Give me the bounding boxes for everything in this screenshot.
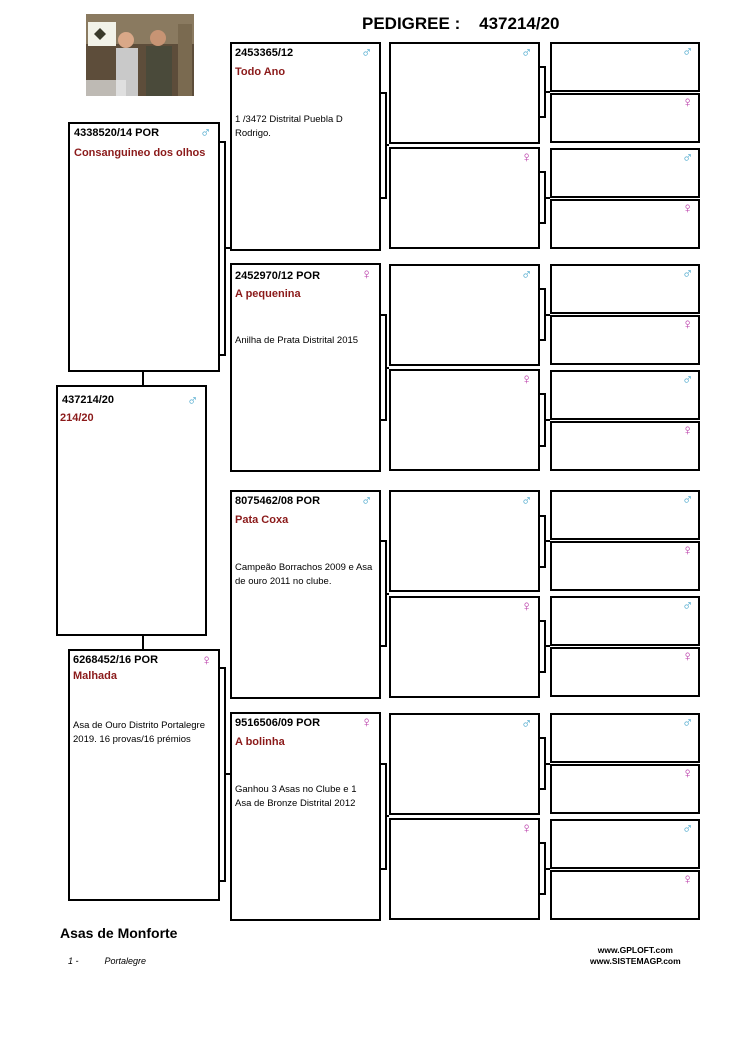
gen3-card [389, 490, 540, 592]
gen4-card [550, 819, 700, 869]
female-icon: ♀ [682, 542, 694, 559]
female-icon: ♀ [521, 371, 533, 388]
dam-dam-ring: 9516506/09 POR [235, 717, 321, 729]
male-icon: ♂ [682, 265, 694, 282]
gen4-card [550, 315, 700, 365]
female-icon: ♀ [201, 652, 213, 669]
gen4-card [550, 421, 700, 471]
dam-ring: 6268452/16 POR [73, 654, 159, 666]
male-icon: ♂ [187, 392, 199, 409]
gen4-card [550, 370, 700, 420]
female-icon: ♀ [682, 422, 694, 439]
gen3-card [389, 596, 540, 698]
gen3-card [389, 42, 540, 144]
female-icon: ♀ [682, 648, 694, 665]
male-icon: ♂ [682, 597, 694, 614]
sire-name: Consanguineo dos olhos [74, 147, 206, 159]
female-icon: ♀ [682, 200, 694, 217]
female-icon: ♀ [521, 598, 533, 615]
gen4-card [550, 42, 700, 92]
gen3-card [389, 147, 540, 249]
sire-dam-name: A pequenina [235, 288, 301, 300]
gen4-card [550, 647, 700, 697]
gen4-card [550, 93, 700, 143]
location-number: 1 - [68, 956, 79, 966]
loft-name: Asas de Monforte [60, 925, 178, 941]
website-block [590, 945, 681, 967]
gen4-card [550, 490, 700, 540]
sire-sire-note: 1 /3472 Distrital Puebla D Rodrigo. [235, 114, 343, 139]
gen4-card [550, 596, 700, 646]
gen3-card [389, 818, 540, 920]
female-icon: ♀ [682, 316, 694, 333]
male-icon: ♂ [682, 491, 694, 508]
gen3-card [389, 369, 540, 471]
gen4-card [550, 541, 700, 591]
location-place: Portalegre [104, 956, 147, 966]
gen3-card [389, 264, 540, 366]
dam-dam-note: Ganhou 3 Asas no Clube e 1 Asa de Bronze Distrital 2012 [235, 784, 357, 809]
sire-card [68, 122, 220, 372]
gen4-card [550, 764, 700, 814]
male-icon: ♂ [361, 44, 373, 61]
female-icon: ♀ [361, 266, 373, 283]
male-icon: ♂ [521, 715, 533, 732]
website-gploft: www.GPLOFT.com [597, 945, 673, 955]
gen4-card [550, 148, 700, 198]
male-icon: ♂ [682, 820, 694, 837]
gen4-card [550, 713, 700, 763]
male-icon: ♂ [521, 44, 533, 61]
male-icon: ♂ [200, 124, 212, 141]
male-icon: ♂ [682, 714, 694, 731]
male-icon: ♂ [521, 492, 533, 509]
sire-ring: 4338520/14 POR [74, 127, 160, 139]
pedigree-title: PEDIGREE : 437214/20 [362, 14, 560, 33]
male-icon: ♂ [682, 371, 694, 388]
female-icon: ♀ [361, 714, 373, 731]
dam-sire-note: Campeão Borrachos 2009 e Asa de ouro 2011 no clube. [235, 562, 373, 587]
gen4-card [550, 264, 700, 314]
gen4-card [550, 870, 700, 920]
dam-note: Asa de Ouro Distrito Portalegre 2019. 16 provas/16 prémios [73, 720, 206, 745]
gen3-card [389, 713, 540, 815]
dam-name: Malhada [73, 670, 118, 682]
male-icon: ♂ [361, 492, 373, 509]
sire-sire-ring: 2453365/12 [235, 47, 294, 59]
subject-name: 214/20 [60, 412, 94, 424]
website-sistemagp: www.SISTEMAGP.com [590, 956, 681, 966]
dam-sire-ring: 8075462/08 POR [235, 495, 321, 507]
dam-sire-name: Pata Coxa [235, 514, 289, 526]
sire-dam-ring: 2452970/12 POR [235, 270, 321, 282]
dam-card [68, 649, 220, 901]
sire-sire-name: Todo Ano [235, 66, 286, 78]
subject-ring: 437214/20 [62, 394, 114, 406]
dam-dam-name: A bolinha [235, 736, 285, 748]
gen4-card [550, 199, 700, 249]
male-icon: ♂ [682, 43, 694, 60]
male-icon: ♂ [521, 266, 533, 283]
female-icon: ♀ [682, 94, 694, 111]
male-icon: ♂ [682, 149, 694, 166]
sire-dam-note: Anilha de Prata Distrital 2015 [235, 335, 359, 346]
female-icon: ♀ [682, 765, 694, 782]
location-list [68, 956, 146, 966]
female-icon: ♀ [521, 820, 533, 837]
female-icon: ♀ [682, 871, 694, 888]
female-icon: ♀ [521, 149, 533, 166]
